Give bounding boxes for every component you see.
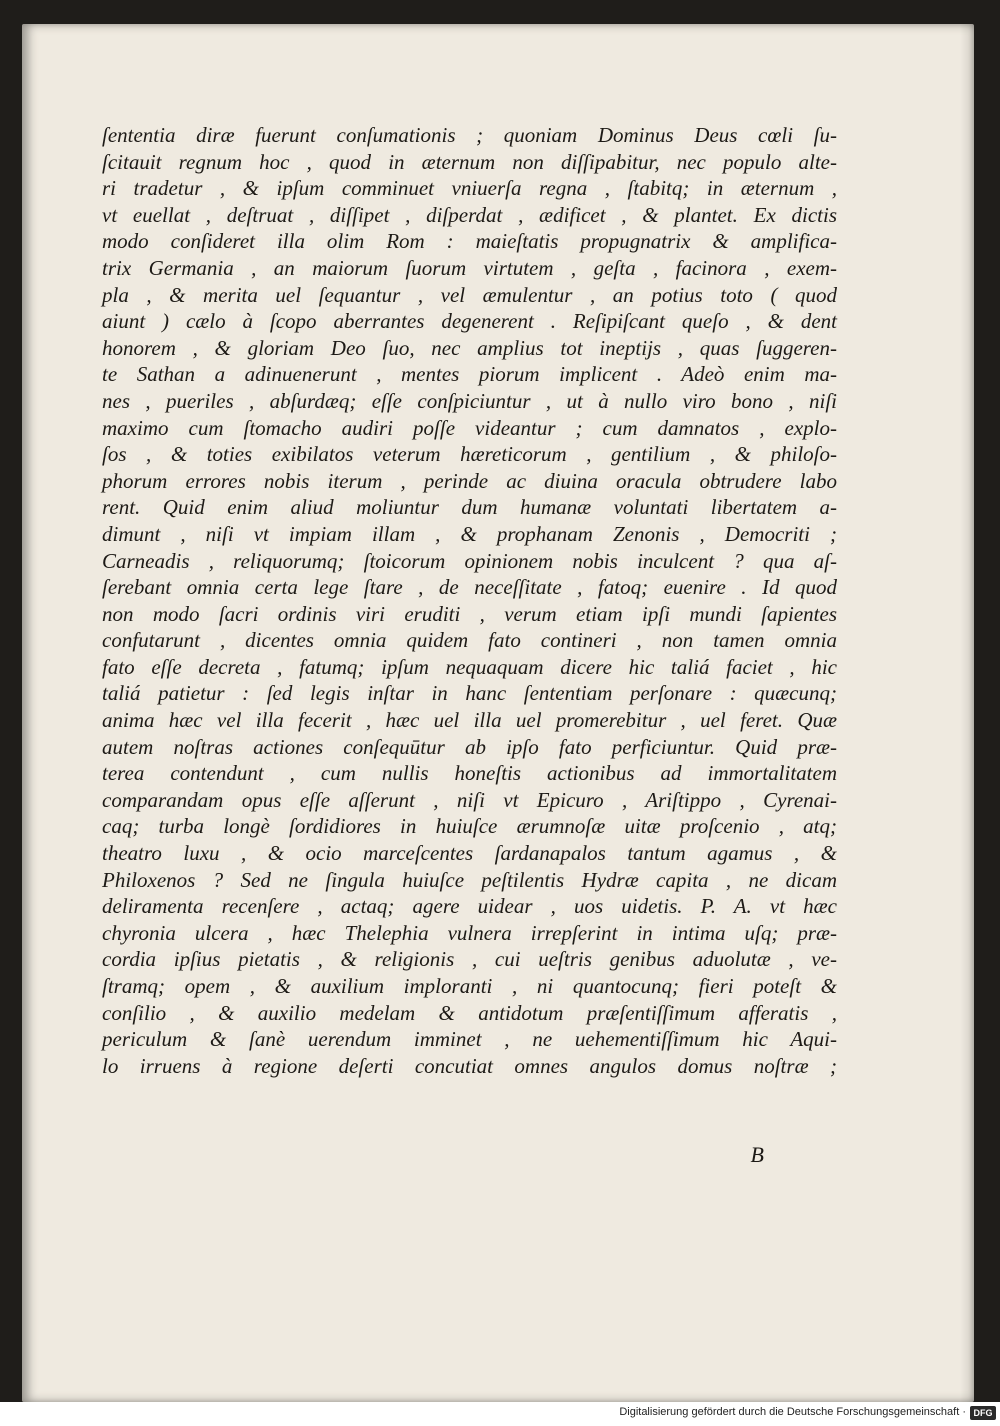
text-line: ſcitauit regnum hoc , quod in æternum non diſſipabitur, nec populo alte- [102, 149, 837, 174]
book-page [22, 24, 974, 1402]
text-line: maximo cum ſtomacho audiri poſſe videantur ; cum damnatos , explo- [102, 415, 837, 440]
text-line: honorem , & gloriam Deo ſuo, nec amplius tot ineptijs , quas ſuggeren- [102, 335, 837, 360]
dfg-logo: DFG [970, 1406, 996, 1420]
text-line: pla , & merita uel ſequantur , vel æmulentur , an potius toto ( quod [102, 282, 837, 307]
text-line: non modo ſacri ordinis viri eruditi , verum etiam ipſi mundi ſapientes [102, 601, 837, 626]
text-line: ſtramq; opem , & auxilium imploranti , ni quantocunq; fieri poteſt & [102, 974, 837, 998]
text-line: rent. Quid enim aliud moliuntur dum humanæ voluntati libertatem a- [102, 495, 837, 520]
text-line: conſilio , & auxilio medelam & antidotum præſentiſſimum afferatis , [102, 1000, 837, 1025]
latin-text-block [102, 122, 837, 1079]
text-line: Carneadis , reliquorumq; ſtoicorum opinionem nobis inculcent ? qua aſ- [102, 548, 837, 573]
text-line: taliá patietur : ſed legis inſtar in hanc ſententiam perſonare : quæcunq; [102, 681, 837, 706]
text-line: terea contendunt , cum nullis honeſtis actionibus ad immortalitatem [102, 761, 837, 786]
text-line: cordia ipſius pietatis , & religionis , cui ueſtris genibus aduolutæ , ve- [102, 947, 837, 972]
text-line: chyronia ulcera , hæc Thelephia vulnera irrepſerint in intima uſq; præ- [102, 920, 837, 945]
text-line: te Sathan a adinuenerunt , mentes piorum implicent . Adeò enim ma- [102, 362, 837, 387]
text-line: lo irruens à regione deſerti concutiat omnes angulos domus noſtræ ; [102, 1053, 837, 1078]
text-line: deliramenta recenſere , actaq; agere uidear , uos uidetis. P. A. vt hæc [102, 894, 837, 919]
text-line: caq; turba longè ſordidiores in huiuſce ærumnoſæ uitæ proſcenio , atq; [102, 814, 837, 839]
text-line: Philoxenos ? Sed ne ſingula huiuſce peſtilentis Hydræ capita , ne dicam [102, 867, 837, 892]
text-line: trix Germania , an maiorum ſuorum virtutem , geſta , facinora , exem- [102, 255, 837, 280]
text-line: fato eſſe decreta , fatumq; ipſum nequaquam dicere hic taliá faciet , hic [102, 654, 837, 679]
signature-mark: B [750, 1142, 764, 1167]
text-line: nes , pueriles , abſurdæq; eſſe conſpiciuntur , ut à nullo viro bono , niſi [102, 388, 837, 413]
text-line: phorum errores nobis iterum , perinde ac diuina oracula obtrudere labo [102, 468, 837, 493]
text-line: comparandam opus eſſe aſſerunt , niſi vt Epicuro , Ariſtippo , Cyrenai- [102, 787, 837, 812]
text-line: ri tradetur , & ipſum comminuet vniuerſa regna , ſtabitq; in æternum , [102, 176, 837, 201]
text-line: aiunt ) cælo à ſcopo aberrantes degenerent . Reſipiſcant queſo , & dent [102, 309, 837, 334]
text-line: modo conſideret illa olim Rom : maieſtatis propugnatrix & amplifica- [102, 229, 837, 254]
text-line: autem noſtras actiones conſequūtur ab ipſo fato perficiuntur. Quid præ- [102, 734, 837, 759]
footer-bar [0, 1402, 1000, 1426]
text-line: theatro luxu , & ocio marceſcentes ſardanapalos tantum agamus , & [102, 841, 837, 866]
text-line: anima hæc vel illa fecerit , hæc uel illa uel promerebitur , uel feret. Quæ [102, 708, 837, 733]
text-line: ſerebant omnia certa lege ſtare , de neceſſitate , fatoq; euenire . Id quod [102, 575, 837, 600]
text-line: periculum & ſanè uerendum imminet , ne uehementiſſimum hic Aqui- [102, 1027, 837, 1052]
text-line: confutarunt , dicentes omnia quidem fato contineri , non tamen omnia [102, 628, 837, 653]
text-line: ſententia diræ fuerunt conſumationis ; quoniam Dominus Deus cœli ſu- [102, 123, 837, 147]
funding-credit: Digitalisierung gefördert durch die Deutsche Forschungsgemeinschaft · [619, 1406, 966, 1418]
text-line: ſos , & toties exibilatos veterum hæreticorum , gentilium , & philoſo- [102, 442, 837, 467]
text-line: dimunt , niſi vt impiam illam , & prophanam Zenonis , Democriti ; [102, 521, 837, 546]
text-line: vt euellat , deſtruat , diſſipet , diſperdat , ædificet , & plantet. Ex dictis [102, 202, 837, 227]
